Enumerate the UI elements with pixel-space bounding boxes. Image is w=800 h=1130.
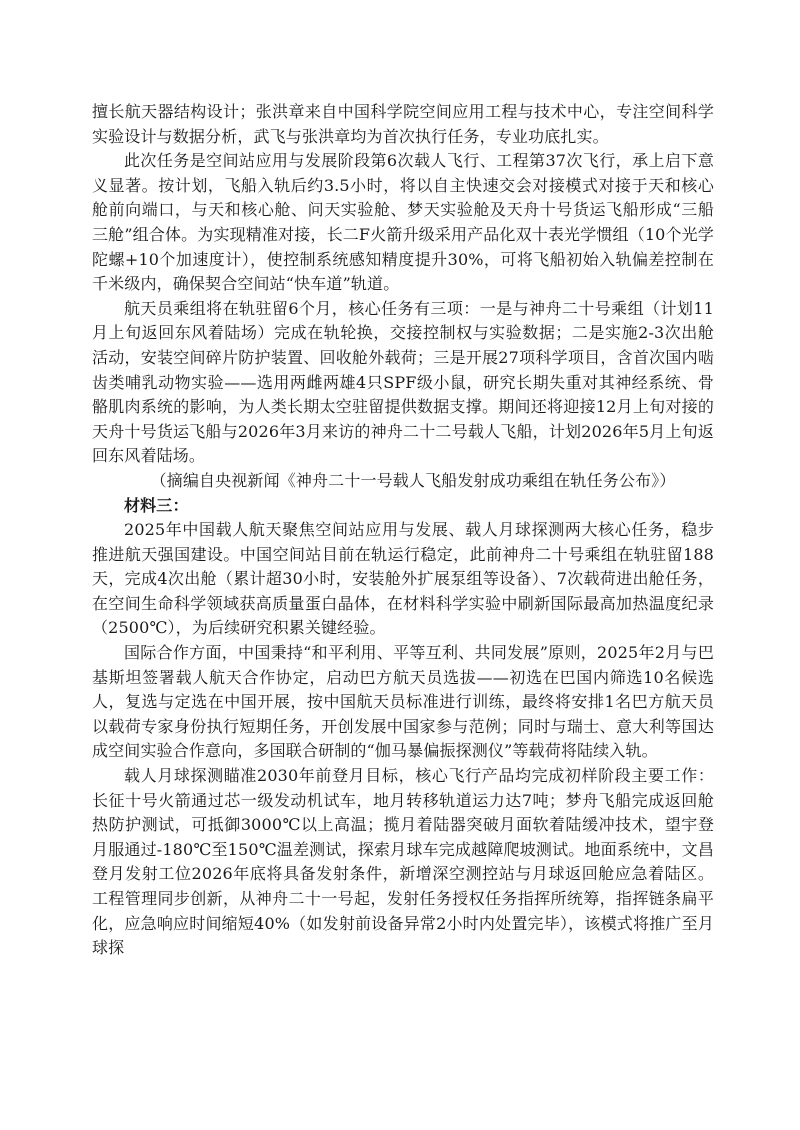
source-citation: （摘编自央视新闻《神舟二十一号载人飞船发射成功乘组在轨任务公布》） [150,470,676,490]
document-body [92,100,714,961]
paragraph-mission-overview: 此次任务是空间站应用与发展阶段第6次载人飞行、工程第37次飞行，承上启下意义显著。按计划，飞船入轨后约3.5小时，将以自主快速交会对接模式对接于天和核心舱前向端口，与天和核心舱、问天实验舱、梦天实验舱及天舟十号货运飞船形成“三船三舱”组合体。为实现精准对接，长二F火箭升级采用产品化双十表光学惯组（10个光学陀螺+10个加速度计），使控制系统感知精度提升30%，可将飞船初始入轨偏差控制在千米级内，确保契合空间站“快车道”轨道。 [92,151,714,294]
paragraph-international: 国际合作方面，中国秉持“和平利用、平等互利、共同发展”原则，2025年2月与巴基斯坦签署载人航天合作协定，启动巴方航天员选拔——初选在巴国内筛选10名候选人，复选与定选在中国开展，按中国航天员标准进行训练，最终将安排1名巴方航天员以载荷专家身份执行短期任务，开创发展中国家参与范例；同时与瑞士、意大利等国达成空间实验合作意向，多国联合研制的“伽马暴偏振探测仪”等载荷将陆续入轨。 [92,643,714,761]
section-heading: 材料三： [124,495,189,515]
paragraph-space-station: 2025年中国载人航天聚焦空间站应用与发展、载人月球探测两大核心任务，稳步推进航天强国建设。中国空间站目前在轨运行稳定，此前神舟二十号乘组在轨驻留188天，完成4次出舱（累计超30小时，安装舱外扩展泵组等设备）、7次载荷进出舱任务，在空间生命科学领域获高质量蛋白晶体，在材料科学实验中刷新国际最高加热温度纪录（2500℃），为后续研究积累关键经验。 [92,520,714,638]
paragraph-lunar: 载人月球探测瞄准2030年前登月目标，核心飞行产品均完成初样阶段主要工作：长征十号火箭通过芯一级发动机试车，地月转移轨道运力达7吨；梦舟飞船完成返回舱热防护测试，可抵御3000℃以上高温；揽月着陆器突破月面软着陆缓冲技术，望宇登月服通过-180℃至150℃温差测试，探索月球车完成越障爬坡测试。地面系统中，文昌登月发射工位2026年底将具备发射条件，新增深空测控站与月球返回舱应急着陆区。工程管理同步创新，从神舟二十一号起，发射任务授权任务指挥所统筹，指挥链条扁平化，应急响应时间缩短40%（如发射前设备异常2小时内处置完毕），该模式将推广至月球探 [92,766,714,958]
paragraph-continuation: 擅长航天器结构设计；张洪章来自中国科学院空间应用工程与技术中心，专注空间科学实验设计与数据分析，武飞与张洪章均为首次执行任务，专业功底扎实。 [92,102,714,146]
paragraph-crew-tasks: 航天员乘组将在轨驻留6个月，核心任务有三项：一是与神舟二十号乘组（计划11月上旬返回东风着陆场）完成在轨轮换，交接控制权与实验数据；二是实施2-3次出舱活动，安装空间碎片防护装置、回收舱外载荷；三是开展27项科学项目，含首次国内啮齿类哺乳动物实验——选用两雌两雄4只SPF级小鼠，研究长期失重对其神经系统、骨骼肌肉系统的影响，为人类长期太空驻留提供数据支撑。期间还将迎接12月上旬对接的天舟十号货运飞船与2026年3月来访的神舟二十二号载人飞船，计划2026年5月上旬返回东风着陆场。 [92,298,714,466]
